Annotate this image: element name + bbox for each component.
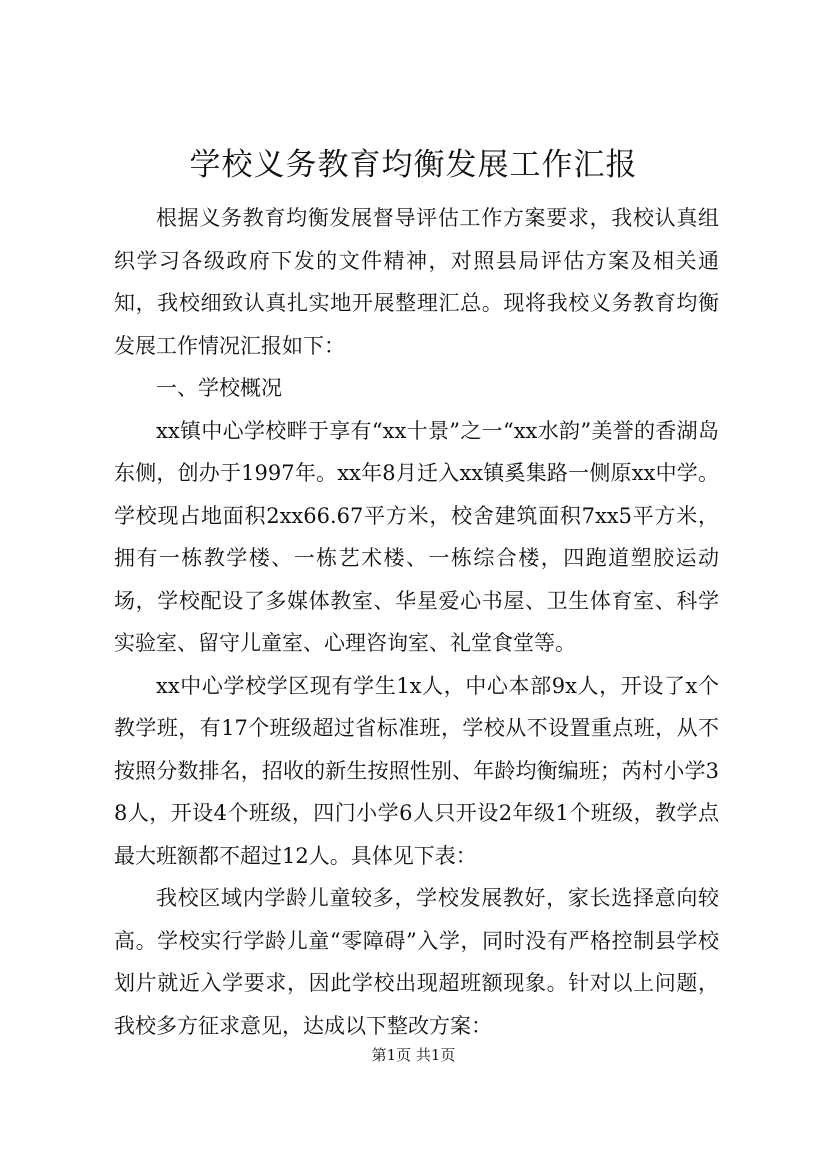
paragraph-students-classes: xx中心学校学区现有学生1x人，中心本部9x人，开设了x个教学班，有17个班级超过省标准班，学校从不设置重点班，从不按照分数排名，招收的新生按照性别、年龄均衡编班；芮村小学38人，开设4个班级，四门小学6人只开设2年级1个班级，教学点最大班额都不超过12人。具体见下表： xyxy=(114,673,719,868)
paragraph-intro: 根据义务教育均衡发展督导评估工作方案要求，我校认真组织学习各级政府下发的文件精神，对照县局评估方案及相关通知，我校细致认真扎实地开展整理汇总。现将我校义务教育均衡发展工作情况汇报如下： xyxy=(114,206,719,358)
section-heading-overview: 一、学校概况 xyxy=(156,376,282,400)
paragraph-rectification: 我校区域内学龄儿童较多，学校发展教好，家长选择意向较高。学校实行学龄儿童“零障碍”入学，同时没有严格控制县学校划片就近入学要求，因此学校出现超班额现象。针对以上问题，我校多方征求意见，达成以下整改方案： xyxy=(114,886,719,1038)
paragraph-school-overview: xx镇中心学校畔于享有“xx十景”之一“xx水韵”美誉的香湖岛东侧，创办于1997年。xx年8月迁入xx镇奚集路一侧原xx中学。学校现占地面积2xx66.67平方米，校舍建筑面积7xx5平方米，拥有一栋教学楼、一栋艺术楼、一栋综合楼，四跑道塑胶运动场，学校配设了多媒体教室、华星爱心书屋、卫生体育室、科学实验室、留守儿童室、心理咨询室、礼堂食堂等。 xyxy=(114,418,719,655)
page-footer: 第1页 共1页 xyxy=(371,1046,456,1064)
document-body xyxy=(114,197,719,1047)
document-title: 学校义务教育均衡发展工作汇报 xyxy=(189,147,638,183)
